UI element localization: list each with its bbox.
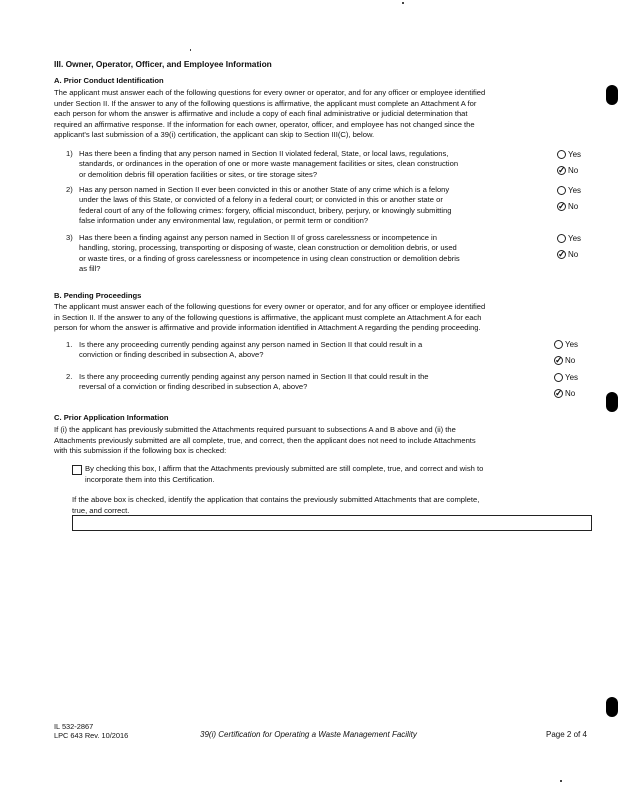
question-line: or demolition debris fill operation facilities or sites, or tire storage sites?: [79, 169, 318, 179]
question-line: Has there been a finding against any person named in Section II of gross carelessness or incompetence in: [79, 233, 437, 242]
a2-yes-option[interactable]: [557, 186, 581, 196]
radio-label: Yes: [568, 234, 582, 243]
binder-hole-top: [606, 85, 618, 105]
radio-label: Yes: [565, 373, 579, 382]
checkbox-line: incorporate them into this Certification.: [85, 474, 215, 484]
radio-label: No: [568, 250, 579, 259]
a2-no-option[interactable]: [557, 202, 578, 212]
intro-line: The applicant must answer each of the following questions for every owner or operator, and for any officer or employee identified: [54, 88, 486, 97]
question-number: 3): [66, 233, 73, 242]
instruction-line: true, and correct.: [72, 505, 130, 515]
scan-speck: [402, 2, 404, 4]
question-line: conviction or finding described in subsection A, above?: [79, 350, 264, 360]
question-line: reversal of a conviction or finding described in subsection A, above?: [79, 382, 308, 392]
b2-yes-option[interactable]: [554, 373, 578, 383]
section-a-intro: [54, 88, 594, 141]
radio-label: No: [568, 202, 579, 211]
question-line: Has there been a finding that any person named in Section II violated federal, State, or local laws, regulations,: [79, 149, 449, 158]
intro-line: Attachments previously submitted are all complete, true, and correct, then the applicant does not need to include Attachments: [54, 435, 476, 445]
question-number: 2.: [66, 372, 73, 381]
intro-line: If (i) the applicant has previously submitted the Attachments required pursuant to subsections A and B above and (ii) the: [54, 425, 456, 434]
form-title-footer: 39(i) Certification for Operating a Waste Management Facility: [200, 730, 417, 739]
checkbox-statement: [85, 464, 585, 485]
b2-no-option[interactable]: [554, 389, 575, 399]
question-number: 1.: [66, 340, 73, 349]
instruction-line: If the above box is checked, identify the application that contains the previously submitted Attachments that are complete,: [72, 495, 480, 504]
scan-speck: [190, 49, 191, 51]
intro-line: under Section II. If the answer to any of the following questions is affirmative, the applicant must complete an Attachment A for: [54, 98, 477, 108]
b1-no-option[interactable]: [554, 356, 575, 366]
radio-label: Yes: [568, 150, 582, 159]
radio-label: No: [565, 389, 576, 398]
question-line: Has any person named in Section II ever been convicted in this or another State of any crime which is a felony: [79, 185, 450, 194]
question-line: as fill?: [79, 264, 101, 274]
scan-speck: [560, 780, 562, 782]
radio-label: Yes: [568, 186, 582, 195]
question-text: [79, 233, 460, 275]
question-text: [79, 149, 458, 180]
question-text: [79, 340, 422, 361]
question-line: Is there any proceeding currently pending against any person named in Section II that could result in a: [79, 340, 423, 349]
checkbox-line: By checking this box, I affirm that the Attachments previously submitted are still complete, true, and correct and wish to: [85, 464, 484, 473]
radio-no-checked[interactable]: [557, 250, 566, 259]
binder-hole-bottom: [606, 697, 618, 717]
question-number: 1): [66, 149, 73, 158]
question-line: false information under any environmental law, regulation, or permit term or condition?: [79, 216, 369, 226]
radio-yes[interactable]: [554, 373, 563, 382]
section-b-intro: [54, 302, 594, 334]
radio-no-checked[interactable]: [557, 166, 566, 175]
question-line: standards, or ordinances in the operation of one or more waste management facilities or sites, clean construction: [79, 159, 459, 169]
intro-line: person for whom the answer is affirmative and provide information identified in Attachment A regarding the pending proceeding.: [54, 323, 481, 333]
b1-yes-option[interactable]: [554, 340, 578, 350]
question-number: 2): [66, 185, 73, 194]
intro-line: each person for whom the answer is affirmative and include a copy of each final administrative or judicial determination that: [54, 109, 468, 119]
radio-label: No: [568, 166, 579, 175]
form-number: IL 532-2867: [54, 722, 94, 731]
section-iii-title: III. Owner, Operator, Officer, and Employee Information: [54, 59, 272, 69]
form-revision: LPC 643 Rev. 10/2016: [54, 731, 129, 740]
prior-application-input[interactable]: [72, 515, 592, 531]
question-text: [79, 185, 452, 227]
section-c-intro: [54, 425, 594, 457]
intro-line: required an affirmative response. If the information for each owner, operator, officer, and employee has not changed since the: [54, 119, 475, 129]
radio-yes[interactable]: [557, 234, 566, 243]
radio-no-checked[interactable]: [554, 389, 563, 398]
binder-hole-middle: [606, 392, 618, 412]
question-line: or waste tires, or a finding of gross carelessness or incompetence in using clean construction or demolition debris: [79, 253, 460, 263]
section-a-title: A. Prior Conduct Identification: [54, 76, 164, 85]
application-instruction: [72, 495, 592, 516]
question-line: Is there any proceeding currently pending against any person named in Section II that could result in the: [79, 372, 429, 381]
intro-line: in Section II. If the answer to any of the following questions is affirmative, the applicant must complete an Attachment A for each: [54, 312, 482, 322]
section-b-title: B. Pending Proceedings: [54, 291, 142, 300]
radio-yes[interactable]: [557, 186, 566, 195]
section-c-title: C. Prior Application Information: [54, 413, 169, 422]
radio-no-checked[interactable]: [557, 202, 566, 211]
radio-label: No: [565, 356, 576, 365]
a1-yes-option[interactable]: [557, 150, 581, 160]
question-line: under the laws of this State, or convicted of a felony in a federal court; or convicted in this or another state or: [79, 195, 443, 205]
question-text: [79, 372, 429, 393]
radio-no-checked[interactable]: [554, 356, 563, 365]
a1-no-option[interactable]: [557, 166, 578, 176]
intro-line: The applicant must answer each of the following questions for every owner or operator, and for any officer or employee identified: [54, 302, 486, 311]
question-line: federal court of any of the following crimes: forgery, official misconduct, bribery, perjury, or knowingly submitting: [79, 205, 452, 215]
page-number: Page 2 of 4: [546, 730, 587, 739]
radio-label: Yes: [565, 340, 579, 349]
intro-line: applicant's last submission of a 39(i) certification, the applicant can skip to Section III(C), below.: [54, 130, 375, 140]
question-line: handling, storing, processing, transporting or disposing of waste, clean construction or demolition debris, or used: [79, 243, 457, 253]
radio-yes[interactable]: [557, 150, 566, 159]
radio-yes[interactable]: [554, 340, 563, 349]
a3-no-option[interactable]: [557, 250, 578, 260]
form-id: [54, 722, 128, 740]
intro-line: with this submission if the following box is checked:: [54, 446, 227, 456]
a3-yes-option[interactable]: [557, 234, 581, 244]
prior-attachments-checkbox[interactable]: [72, 465, 82, 475]
